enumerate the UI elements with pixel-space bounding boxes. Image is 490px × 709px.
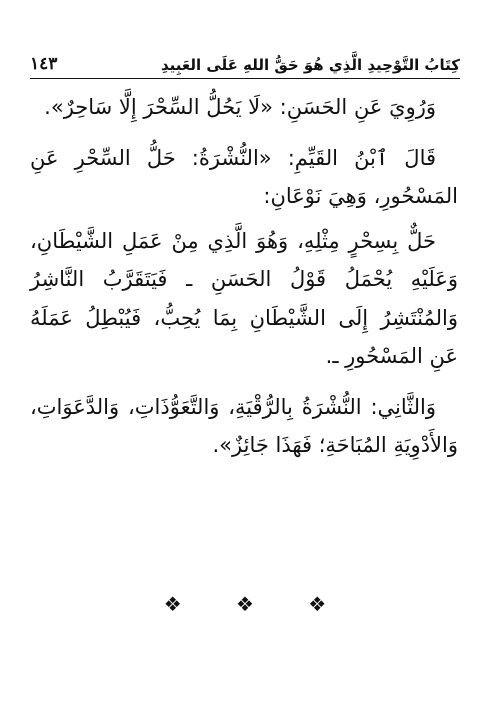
page-number: ١٤٣: [30, 54, 58, 74]
section-ornament: ❖ ❖ ❖: [163, 592, 351, 616]
paragraph-first-type: حَلٌّ بِسِحْرٍ مِثْلِهِ، وَهُوَ الَّذِي مِنْ عَمَلِ الشَّيْطَانِ، وَعَلَيْهِ يُحْمَلُ قَوْلُ الحَسَنِ ـ فَيَتَقَرَّبُ النَّاشِرُ وَالمُنْتَشِرُ إِلَى الشَّيْطَانِ بِمَا يُحِبُّ، فَيُبْطِلُ عَمَلَهُ عَنِ المَسْحُورِ ـ.: [30, 228, 458, 368]
body-text: [30, 88, 458, 477]
running-header: [30, 46, 460, 74]
paragraph-ibn-qayyim: قَالَ ٱبْنُ القَيِّمِ: «النُّشْرَةُ: حَلُّ السِّحْرِ عَنِ المَسْحُورِ، وَهِيَ نَوْعَانِ:: [30, 145, 458, 208]
paragraph-second-type: وَالثَّانِي: النُّشْرَةُ بِالرُّقْيَةِ، وَالتَّعَوُّذَاتِ، وَالدَّعَوَاتِ، وَالأَدْوِيَةِ المُبَاحَةِ؛ فَهَذَا جَائِزٌ».: [30, 394, 458, 457]
header-rule: [30, 78, 460, 79]
paragraph-hasan-quote: وَرُوِيَ عَنِ الحَسَنِ: «لَا يَحُلُّ السِّحْرَ إِلَّا سَاحِرٌ».: [44, 95, 436, 119]
book-title: كِتَابُ التَّوْحِيدِ الَّذِي هُوَ حَقُّ اللهِ عَلَى العَبِيدِ: [160, 56, 460, 74]
